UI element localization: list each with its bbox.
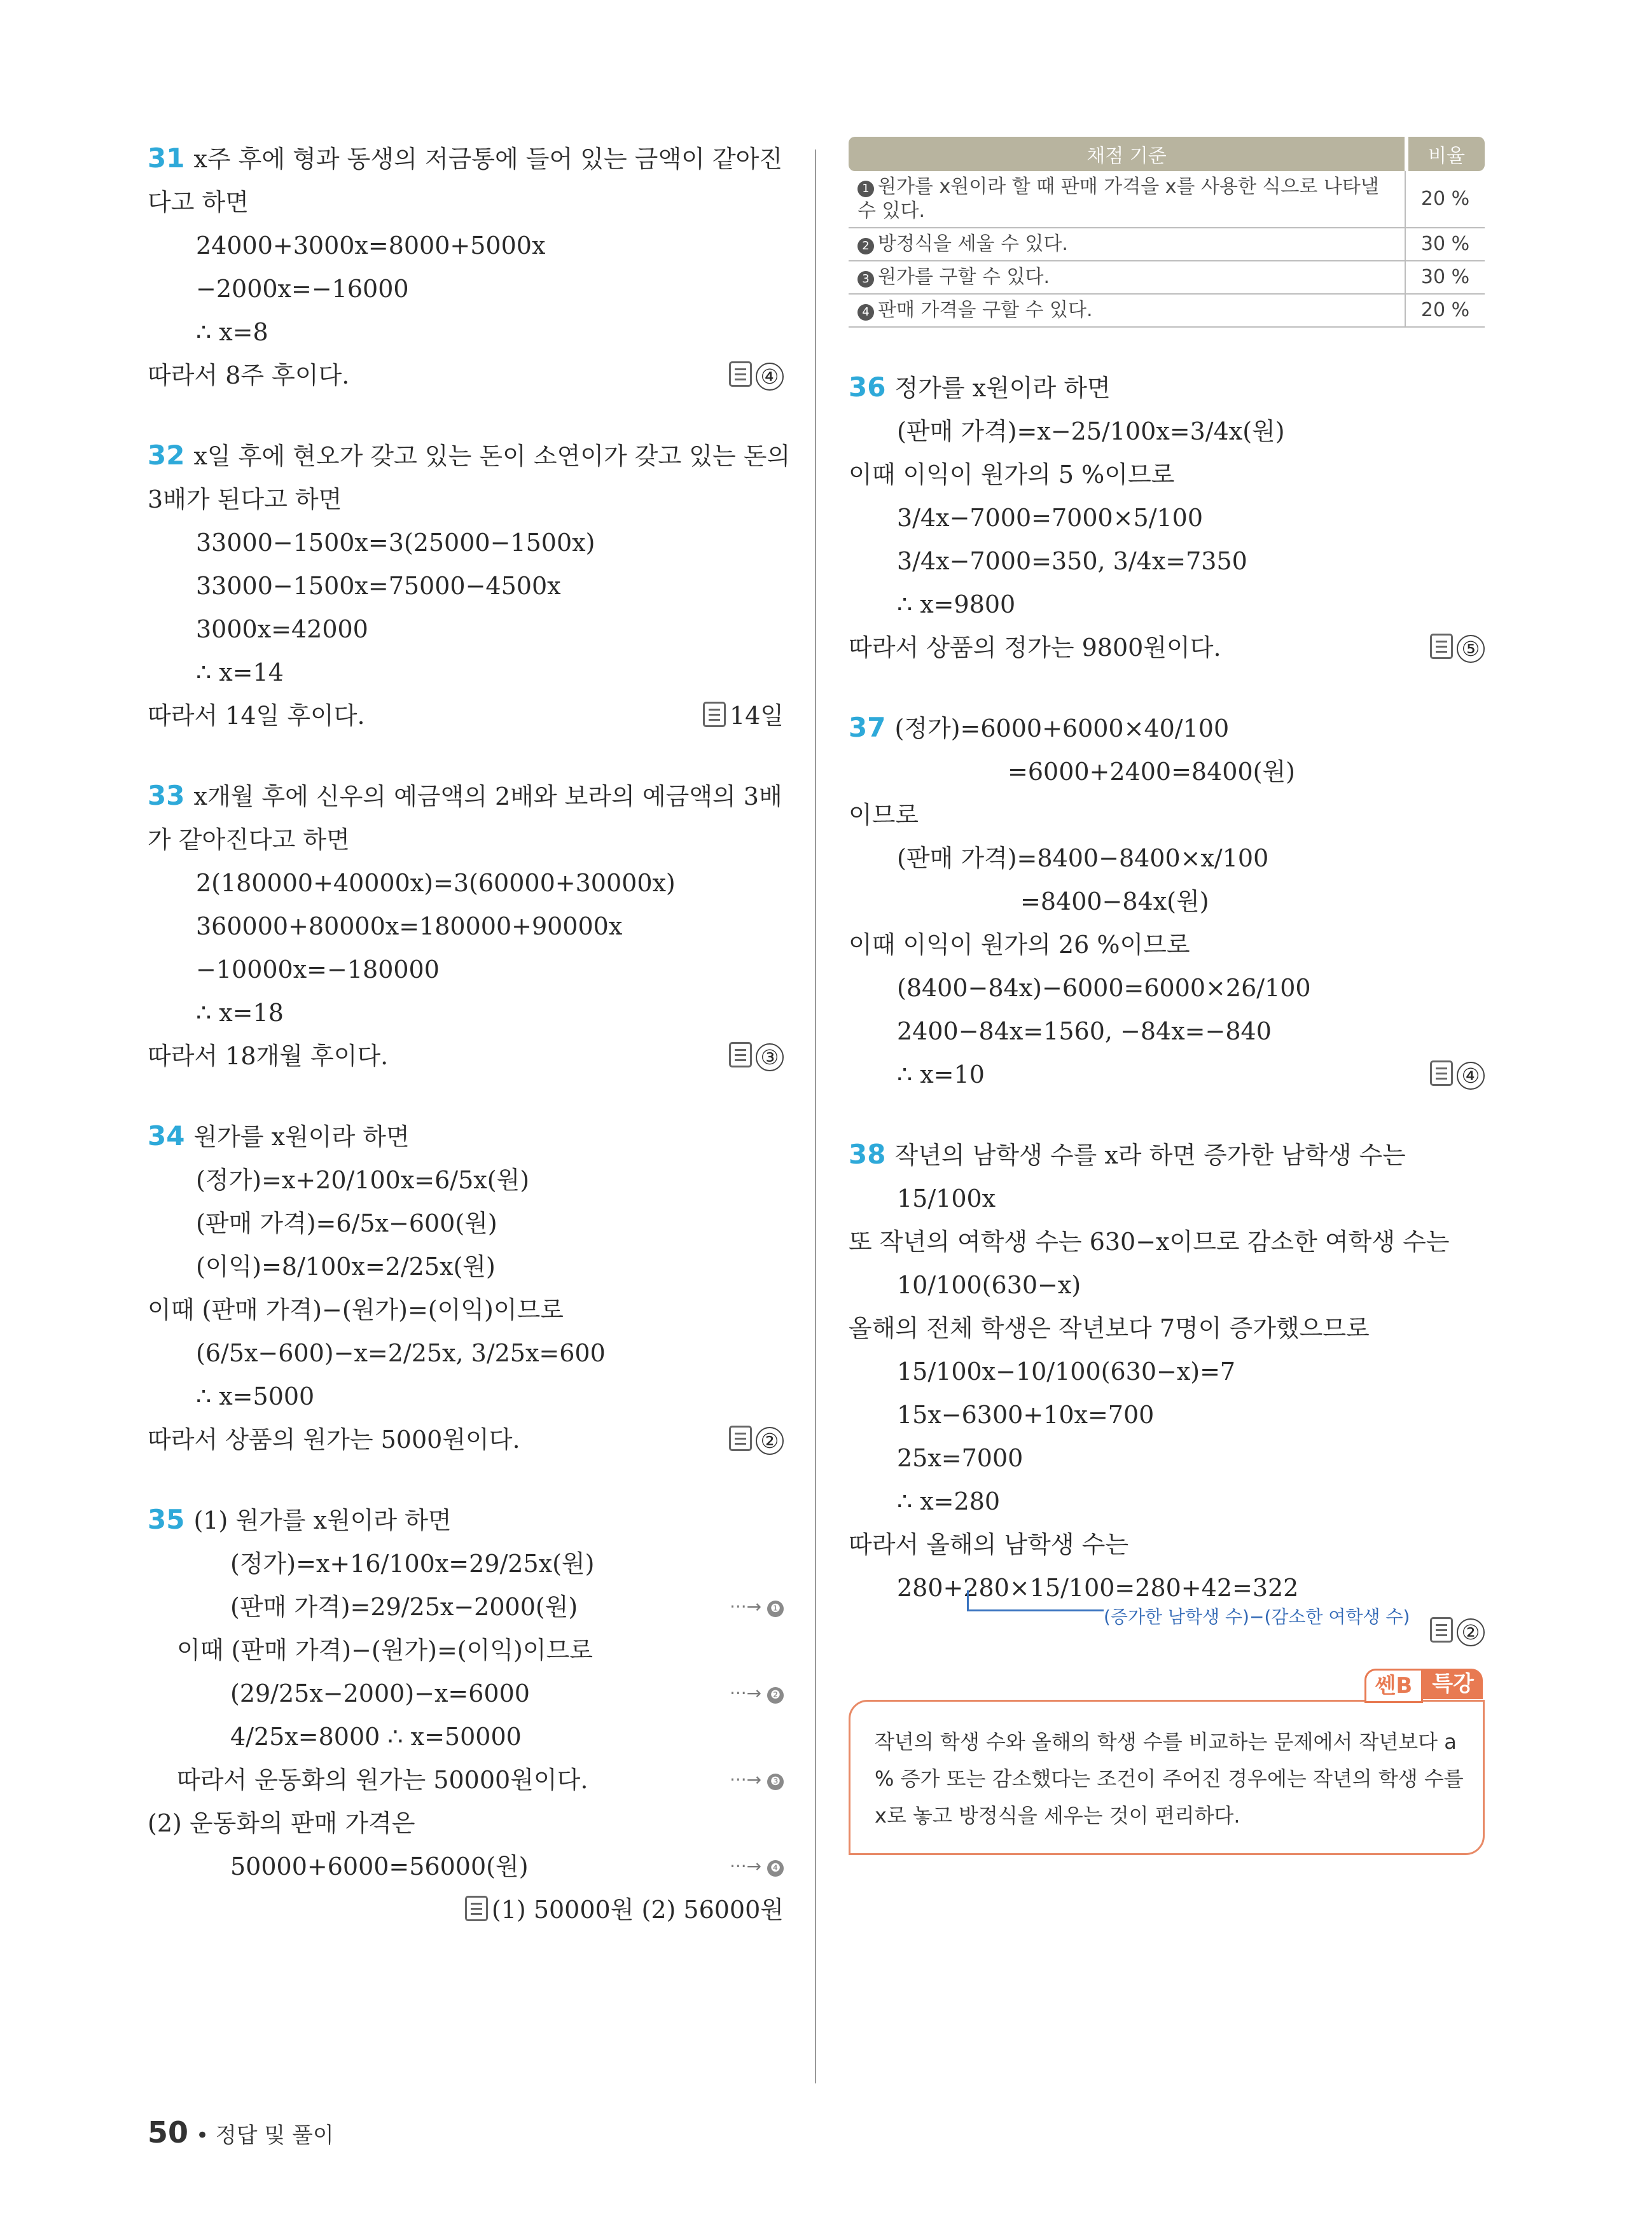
equation: 3/4x−7000=350, 3/4x=7350 <box>897 547 1247 575</box>
equation: (29/25x−2000)−x=6000 <box>230 1679 530 1707</box>
problem-32 <box>148 434 791 737</box>
equation: ∴ x=9800 <box>897 590 1016 618</box>
page-footer <box>148 2115 334 2150</box>
equation: ∴ x=5000 <box>196 1382 315 1410</box>
special-lecture-badge: 쎈B 특강 <box>1364 1669 1483 1703</box>
problem-text: x주 후에 형과 동생의 저금통에 들어 있는 금액이 같아진 <box>193 145 783 173</box>
equation: (판매 가격)=8400−8400×x/100 <box>897 844 1269 872</box>
equation: (8400−84x)−6000=6000×26/100 <box>897 974 1311 1002</box>
answer: (1) 50000원 (2) 56000원 <box>465 1888 784 1931</box>
step-tag: ···→ ❷ <box>730 1672 784 1715</box>
conclusion: 따라서 8주 후이다. <box>148 361 350 389</box>
problem-36 <box>849 366 1485 669</box>
special-lecture-text: 작년의 학생 수와 올해의 학생 수를 비교하는 문제에서 작년보다 a % 증가 또는 감소했다는 조건이 주어진 경우에는 작년의 학생 수를 x로 놓고 방정식을 세우는 것이 편리하다. <box>875 1730 1464 1828</box>
equation: 15x−6300+10x=700 <box>897 1401 1155 1429</box>
problem-number: 33 <box>148 780 185 811</box>
step-tag: ···→ ❶ <box>730 1585 784 1629</box>
rubric-header-ratio: 비율 <box>1405 137 1485 171</box>
rubric-row: 4 판매 가격을 구할 수 있다. 20 % <box>849 295 1485 328</box>
problem-33 <box>148 774 784 1078</box>
problem-38 <box>849 1133 1485 1653</box>
rubric-row: 1 원가를 x원이라 할 때 판매 가격을 x를 사용한 식으로 나타낼 수 있다. 20 % <box>849 171 1485 228</box>
problem-31 <box>148 137 784 397</box>
equation: ∴ x=18 <box>196 999 284 1027</box>
page-number: 50 <box>148 2115 189 2150</box>
rubric-header-criteria: 채점 기준 <box>849 137 1405 171</box>
equation: 25x=7000 <box>897 1444 1024 1472</box>
problem-text: 이때 이익이 원가의 5 %이므로 <box>849 461 1175 489</box>
problem-text: 또 작년의 여학생 수는 630−x이므로 감소한 여학생 수는 <box>849 1228 1450 1256</box>
answer-icon <box>729 1042 752 1067</box>
equation: 24000+3000x=8000+5000x <box>196 232 546 260</box>
equation: 50000+6000=56000(원) <box>230 1852 529 1880</box>
equation: 360000+80000x=180000+90000x <box>196 912 623 940</box>
problem-text: 이때 (판매 가격)−(원가)=(이익)이므로 <box>148 1296 564 1324</box>
equation: 280+280×15/100=280+42=322 <box>897 1574 1299 1602</box>
equation: (판매 가격)=x−25/100x=3/4x(원) <box>897 417 1285 445</box>
conclusion: 따라서 운동화의 원가는 50000원이다. <box>177 1766 588 1794</box>
problem-37 <box>849 706 1485 1096</box>
problem-text: (2) 운동화의 판매 가격은 <box>148 1809 415 1837</box>
answer-icon <box>1430 1060 1453 1086</box>
conclusion: 따라서 상품의 정가는 9800원이다. <box>849 634 1221 662</box>
equation: (정가)=x+20/100x=6/5x(원) <box>196 1166 530 1194</box>
equation: 33000−1500x=75000−4500x <box>196 572 561 600</box>
answer: ② <box>729 1418 784 1461</box>
rubric-row: 2 방정식을 세울 수 있다. 30 % <box>849 228 1485 261</box>
problem-number: 34 <box>148 1120 185 1151</box>
conclusion: 따라서 14일 후이다. <box>148 702 365 730</box>
problem-text: 가 같아진다고 하면 <box>148 826 350 854</box>
problem-text: 올해의 전체 학생은 작년보다 7명이 증가했으므로 <box>849 1314 1370 1342</box>
step-tag: ···→ ❸ <box>730 1758 784 1802</box>
equation: =8400−84x(원) <box>1020 887 1209 915</box>
right-column <box>849 137 1485 1855</box>
equation: ∴ x=10 <box>897 1060 985 1088</box>
equation: ∴ x=8 <box>196 318 268 346</box>
answer: ④ <box>1430 1053 1485 1096</box>
special-lecture-box <box>849 1671 1485 1855</box>
problem-text: x일 후에 현오가 갖고 있는 돈이 소연이가 갖고 있는 돈의 <box>193 442 791 470</box>
problem-text: x개월 후에 신우의 예금액의 2배와 보라의 예금액의 3배 <box>193 782 782 810</box>
problem-text: 이때 이익이 원가의 26 %이므로 <box>849 931 1190 959</box>
equation: −10000x=−180000 <box>196 956 440 983</box>
problem-number: 35 <box>148 1504 185 1535</box>
equation: (판매 가격)=29/25x−2000(원) <box>230 1593 578 1621</box>
problem-text: 이므로 <box>849 801 919 829</box>
answer-icon <box>703 702 726 727</box>
equation: ∴ x=14 <box>196 658 284 686</box>
equation: 15/100x <box>897 1185 996 1213</box>
problem-text: 따라서 올해의 남학생 수는 <box>849 1531 1129 1559</box>
annotation-bracket <box>967 1590 1104 1611</box>
equation: 2(180000+40000x)=3(60000+30000x) <box>196 869 676 897</box>
answer: ② <box>1430 1609 1485 1653</box>
equation: 33000−1500x=3(25000−1500x) <box>196 529 595 557</box>
equation: 2400−84x=1560, −84x=−840 <box>897 1017 1272 1045</box>
answer-icon <box>729 1426 752 1451</box>
annotation-note: (증가한 남학생 수)−(감소한 여학생 수) <box>1104 1606 1410 1627</box>
rubric-table <box>849 137 1485 328</box>
problem-text: 원가를 x원이라 하면 <box>193 1123 410 1151</box>
problem-number: 32 <box>148 440 185 471</box>
answer-icon <box>1430 1617 1453 1643</box>
problem-text: 이때 (판매 가격)−(원가)=(이익)이므로 <box>177 1636 593 1664</box>
equation: (정가)=6000+6000×40/100 <box>894 714 1230 742</box>
problem-number: 38 <box>849 1139 886 1170</box>
problem-34 <box>148 1115 784 1461</box>
answer: ④ <box>729 354 784 397</box>
problem-number: 36 <box>849 372 886 403</box>
equation: 3000x=42000 <box>196 615 368 643</box>
equation: ∴ x=280 <box>897 1487 1001 1515</box>
answer: ⑤ <box>1430 626 1485 669</box>
equation: (정가)=x+16/100x=29/25x(원) <box>230 1550 595 1578</box>
equation: −2000x=−16000 <box>196 275 409 303</box>
equation: 4/25x=8000 ∴ x=50000 <box>230 1723 522 1751</box>
rubric-row: 3 원가를 구할 수 있다. 30 % <box>849 261 1485 295</box>
equation: (이익)=8/100x=2/25x(원) <box>196 1253 496 1281</box>
problem-number: 31 <box>148 142 185 174</box>
problem-text: 다고 하면 <box>148 188 249 216</box>
problem-text: (1) 원가를 x원이라 하면 <box>193 1506 452 1534</box>
answer: ③ <box>729 1034 784 1078</box>
equation: (판매 가격)=6/5x−600(원) <box>196 1209 497 1237</box>
answer: 14일 <box>703 694 784 737</box>
left-column <box>148 137 791 1931</box>
column-divider <box>815 149 816 2083</box>
conclusion: 따라서 18개월 후이다. <box>148 1042 389 1070</box>
equation: =6000+2400=8400(원) <box>1008 758 1295 786</box>
problem-text: 3배가 된다고 하면 <box>148 485 342 513</box>
answer-icon <box>1430 634 1453 659</box>
problem-text: 작년의 남학생 수를 x라 하면 증가한 남학생 수는 <box>894 1141 1406 1169</box>
answer-icon <box>465 1896 488 1921</box>
answer-icon <box>729 361 752 387</box>
equation: 3/4x−7000=7000×5/100 <box>897 504 1204 532</box>
conclusion: 따라서 상품의 원가는 5000원이다. <box>148 1426 520 1454</box>
footer-label: • 정답 및 풀이 <box>196 2123 334 2148</box>
problem-number: 37 <box>849 712 886 743</box>
problem-text: 정가를 x원이라 하면 <box>894 374 1111 402</box>
step-tag: ···→ ❹ <box>730 1845 784 1888</box>
problem-35 <box>148 1498 784 1931</box>
equation: 10/100(630−x) <box>897 1271 1081 1299</box>
equation: 15/100x−10/100(630−x)=7 <box>897 1358 1236 1386</box>
equation: (6/5x−600)−x=2/25x, 3/25x=600 <box>196 1339 606 1367</box>
